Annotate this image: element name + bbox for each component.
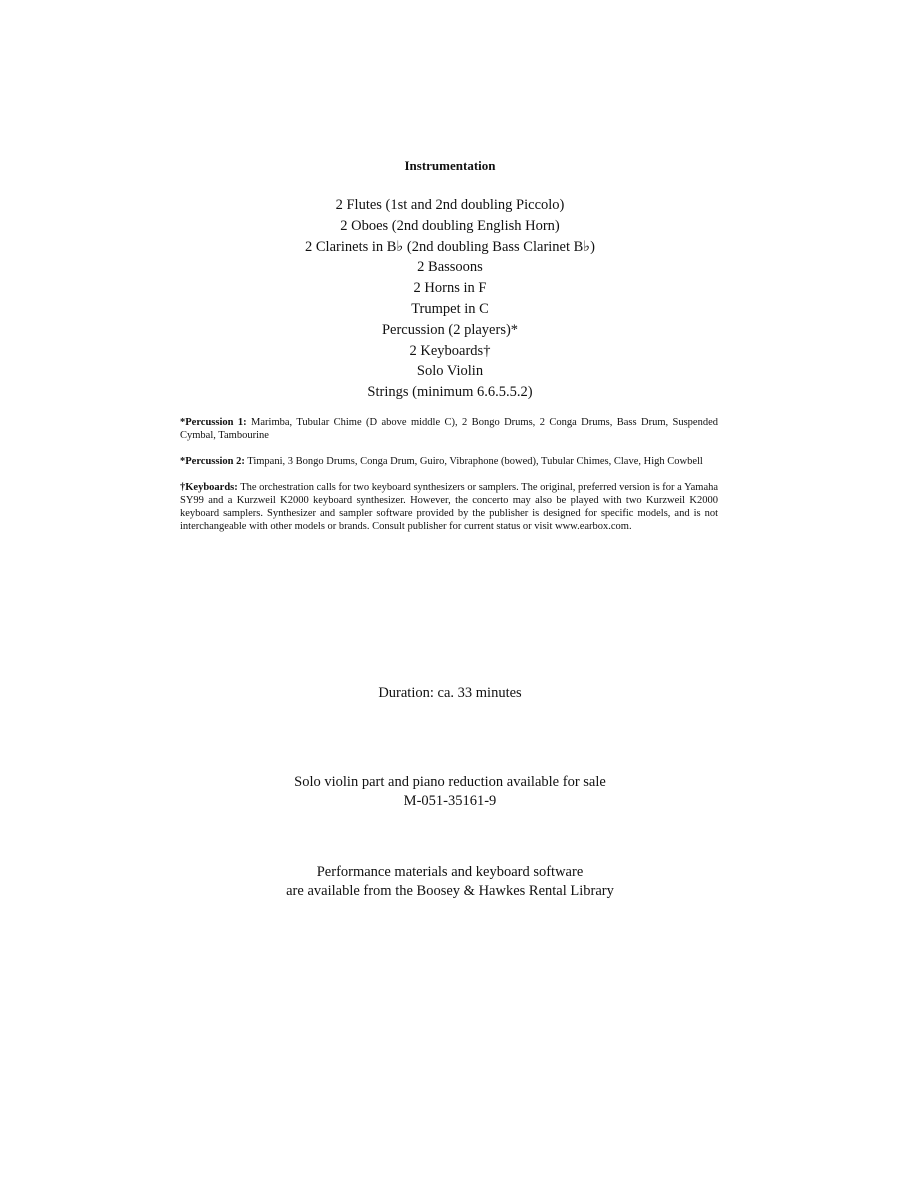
keyboards-label: †Keyboards:: [180, 482, 238, 493]
instrument-item: Trumpet in C: [411, 300, 489, 317]
instrument-list: [0, 195, 900, 403]
sale-info: [0, 773, 900, 811]
percussion-2-note: [180, 455, 718, 468]
instrument-item: 2 Bassoons: [417, 259, 483, 276]
keyboards-text: The orchestration calls for two keyboard synthesizers or samplers. The original, preferred version is for a Yamaha SY99 and a Kurzweil K2000 keyboard synthesizer. However, the concerto may also be played with two Kurzweil K2000 keyboard samplers. Synthesizer and sampler software provided by the publisher is designed for specific models, and is not interchangeable with other models or brands. Consult publisher for current status or visit www.earbox.com.: [180, 482, 719, 532]
sale-line-1: Solo violin part and piano reduction available for sale: [294, 774, 606, 790]
instrument-item: 2 Flutes (1st and 2nd doubling Piccolo): [335, 197, 565, 213]
keyboards-note: [180, 481, 718, 533]
percussion-1-note: [180, 416, 718, 442]
page-title: Instrumentation: [404, 158, 496, 173]
percussion-2-text: Timpani, 3 Bongo Drums, Conga Drum, Guiro, Vibraphone (bowed), Tubular Chimes, Clave, High Cowbell: [247, 456, 703, 467]
rental-line-1: Performance materials and keyboard software: [316, 864, 584, 880]
rental-info: [0, 863, 900, 901]
catalog-number: M-051-35161-9: [403, 793, 497, 809]
rental-line-2: are available from the Boosey & Hawkes Rental Library: [286, 883, 614, 899]
instrument-item: 2 Oboes (2nd doubling English Horn): [340, 217, 560, 234]
instrument-item: 2 Horns in F: [413, 280, 487, 297]
duration-text: Duration: ca. 33 minutes: [378, 685, 522, 701]
percussion-2-label: *Percussion 2:: [180, 456, 245, 467]
percussion-1-label: *Percussion 1:: [180, 417, 247, 428]
instrumentation-notes: [180, 416, 718, 546]
instrument-item: Solo Violin: [416, 363, 484, 380]
percussion-1-text: Marimba, Tubular Chime (D above middle C), 2 Bongo Drums, 2 Conga Drums, Bass Drum, Suspended Cymbal, Tambourine: [180, 417, 719, 441]
instrument-item: 2 Keyboards†: [409, 342, 491, 359]
instrument-item: Percussion (2 players)*: [381, 321, 519, 338]
instrument-item: 2 Clarinets in B♭ (2nd doubling Bass Clarinet B♭): [305, 238, 595, 255]
instrument-item: Strings (minimum 6.6.5.5.2): [367, 384, 533, 401]
